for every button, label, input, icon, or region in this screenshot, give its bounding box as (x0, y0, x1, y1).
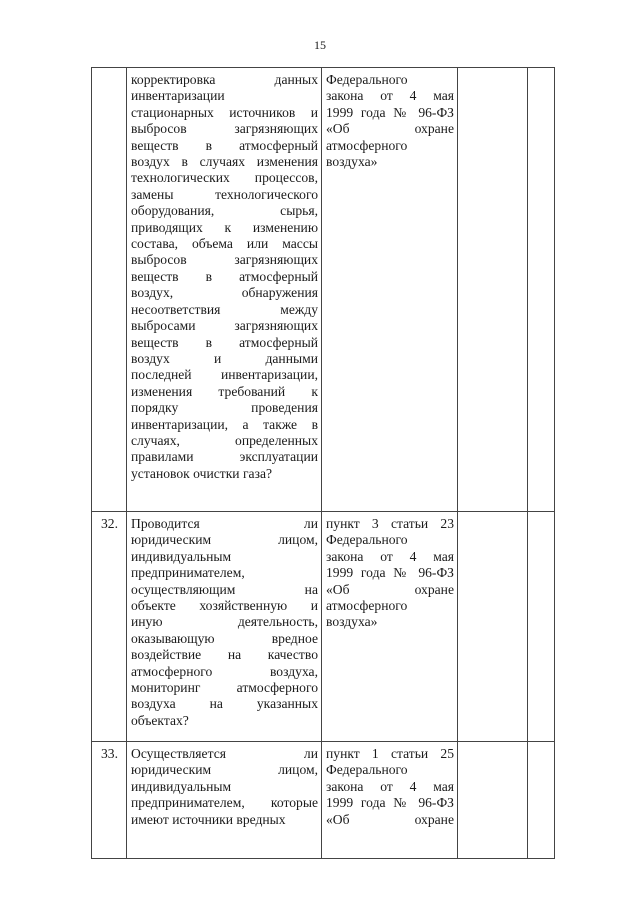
requirement-line: стационарных источников и (131, 104, 318, 120)
reference-line: 1999 года № 96-ФЗ (326, 565, 454, 581)
reference-line: Федерального (326, 762, 408, 778)
requirement-line: состава, объема или массы (131, 236, 318, 252)
reference-line: «Об охране (326, 811, 454, 827)
requirement-line: корректировка данных (131, 72, 318, 87)
requirement-line: осуществляющим на (131, 581, 318, 597)
note-cell (528, 68, 555, 512)
item-number (92, 68, 127, 512)
requirement-line: приводящих к изменению (131, 219, 318, 235)
requirement-line: случаях, определенных (131, 432, 318, 448)
requirement-line: индивидуальным (131, 778, 232, 794)
requirement-line: веществ в атмосферный (131, 268, 318, 284)
requirement-line: оказывающую вредное (131, 630, 318, 646)
reference-line: атмосферного (326, 598, 408, 614)
requirement-line: имеют источники вредных (131, 811, 286, 827)
requirement-line: последней инвентаризации, (131, 367, 318, 383)
requirement-line: предпринимателем, которые (131, 795, 318, 811)
table-row (92, 512, 555, 742)
reference-line: пункт 1 статьи 25 (326, 746, 454, 761)
requirement-line: объекте хозяйственную и (131, 598, 318, 614)
requirement-line: иную деятельность, (131, 614, 318, 630)
reference-line: 1999 года № 96-ФЗ (326, 104, 454, 120)
requirement-line: воздействие на качество (131, 647, 318, 663)
requirement-line: несоответствия между (131, 301, 318, 317)
requirement-line: воздух, обнаружения (131, 285, 318, 301)
requirement-line: изменения требований к (131, 383, 318, 399)
note-cell (528, 512, 555, 742)
requirement-text (127, 512, 322, 742)
requirement-text (127, 68, 322, 512)
checklist-table (91, 67, 555, 859)
requirement-line: юридическим лицом, (131, 532, 318, 548)
reference-line: закона от 4 мая (326, 548, 454, 564)
item-number: 32. (92, 512, 127, 742)
item-number: 33. (92, 742, 127, 859)
legal-reference (322, 512, 458, 742)
answer-cell (458, 512, 528, 742)
reference-line: «Об охране (326, 581, 454, 597)
answer-cell (458, 68, 528, 512)
requirement-line: юридическим лицом, (131, 762, 318, 778)
requirement-text (127, 742, 322, 859)
requirement-line: установок очистки газа? (131, 465, 273, 481)
requirement-line: воздуха на указанных (131, 696, 318, 712)
reference-line: воздуха» (326, 614, 378, 630)
requirement-line: выбросов загрязняющих (131, 121, 318, 137)
requirement-line: объектах? (131, 712, 189, 728)
page-number: 15 (314, 38, 326, 52)
requirement-line: инвентаризации, а также в (131, 416, 318, 432)
requirement-line: воздух в случаях изменения (131, 154, 318, 170)
requirement-line: веществ в атмосферный (131, 334, 318, 350)
requirement-line: предпринимателем, (131, 565, 245, 581)
requirement-line: Осуществляется ли (131, 746, 318, 761)
requirement-line: технологических процессов, (131, 170, 318, 186)
table-row (92, 68, 555, 512)
reference-line: Федерального (326, 532, 408, 548)
requirement-line: Проводится ли (131, 516, 318, 531)
requirement-line: порядку проведения (131, 400, 318, 416)
reference-line: закона от 4 мая (326, 88, 454, 104)
requirement-line: выбросами загрязняющих (131, 318, 318, 334)
reference-line: 1999 года № 96-ФЗ (326, 795, 454, 811)
note-cell (528, 742, 555, 859)
reference-line: «Об охране (326, 121, 454, 137)
answer-cell (458, 742, 528, 859)
requirement-line: инвентаризации (131, 88, 225, 104)
requirement-line: индивидуальным (131, 548, 232, 564)
reference-line: атмосферного (326, 137, 408, 153)
requirement-line: мониторинг атмосферного (131, 680, 318, 696)
legal-reference (322, 68, 458, 512)
checklist-table-body (92, 68, 555, 859)
requirement-line: веществ в атмосферный (131, 137, 318, 153)
requirement-line: правилами эксплуатации (131, 449, 318, 465)
legal-reference (322, 742, 458, 859)
table-row (92, 742, 555, 859)
requirement-line: атмосферного воздуха, (131, 663, 318, 679)
requirement-line: выбросов загрязняющих (131, 252, 318, 268)
reference-line: пункт 3 статьи 23 (326, 516, 454, 531)
reference-line: воздуха» (326, 154, 378, 170)
requirement-line: оборудования, сырья, (131, 203, 318, 219)
reference-line: закона от 4 мая (326, 778, 454, 794)
requirement-line: замены технологического (131, 186, 318, 202)
requirement-line: воздух и данными (131, 350, 318, 366)
reference-line: Федерального (326, 72, 408, 87)
